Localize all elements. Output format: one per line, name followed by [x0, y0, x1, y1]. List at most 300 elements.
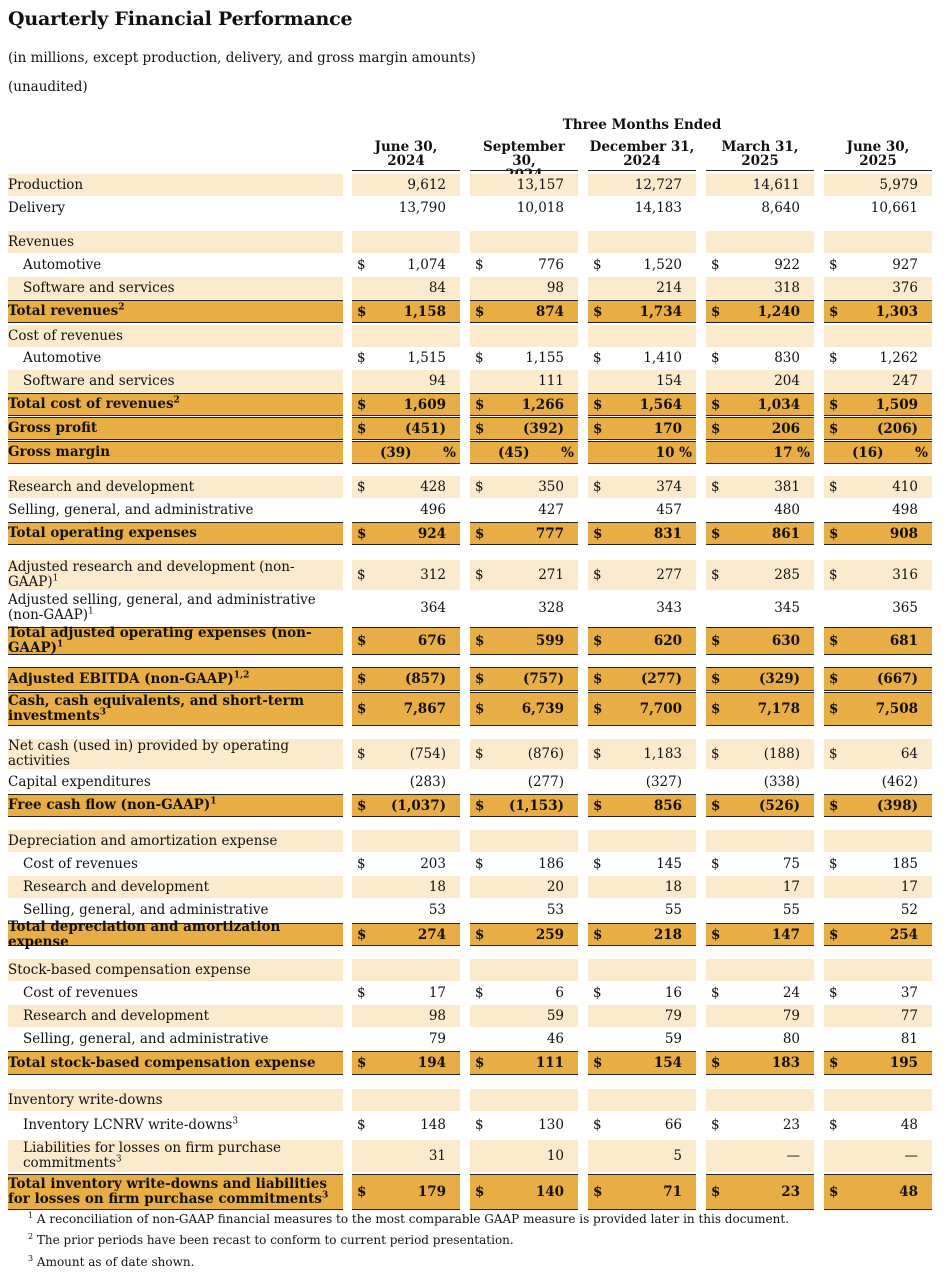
cell-value: 48	[899, 1184, 918, 1200]
table-cell	[352, 923, 460, 946]
cell-value: 31	[428, 1148, 446, 1164]
table-cell	[588, 923, 696, 946]
row-label	[8, 627, 343, 655]
table-cell	[470, 393, 578, 416]
table-cell	[824, 417, 932, 440]
table-cell	[824, 853, 932, 875]
cell-value: 204	[774, 373, 800, 389]
currency-symbol: $	[711, 701, 721, 717]
cell-value: 277	[656, 567, 682, 583]
header-rule	[706, 170, 814, 171]
table-cell	[352, 254, 460, 276]
cell-value: 1,410	[643, 350, 682, 366]
row-label	[8, 1028, 343, 1050]
cell-value: 343	[656, 599, 682, 616]
table-cell	[706, 1089, 814, 1111]
currency-symbol: $	[829, 633, 839, 649]
currency-symbol: $	[475, 396, 485, 413]
table-cell	[706, 441, 814, 464]
header-rule	[588, 170, 696, 171]
table-cell	[470, 876, 578, 898]
cell-value: (526)	[759, 797, 800, 814]
table-cell	[352, 1174, 460, 1210]
cell-value: (277)	[641, 671, 682, 687]
row-label	[8, 370, 343, 392]
table-cell	[706, 174, 814, 196]
table-row	[0, 1174, 950, 1210]
currency-symbol: $	[593, 525, 603, 542]
row-label	[8, 197, 343, 219]
column-header	[588, 140, 696, 168]
row-label-text: Production	[8, 176, 84, 193]
table-row	[0, 1051, 950, 1075]
currency-symbol: $	[593, 1055, 603, 1071]
cell-value: 17 %	[773, 444, 810, 461]
cell-value: 318	[774, 280, 800, 296]
column-header-year: 2025	[741, 153, 779, 169]
table-row	[0, 627, 950, 655]
cell-value: 14,611	[752, 177, 800, 193]
row-label-text: Research and development	[8, 478, 195, 495]
cell-value: 154	[656, 373, 682, 389]
cell-value: 6,739	[521, 701, 564, 717]
cell-value: 79	[664, 1008, 682, 1024]
footnote	[28, 1233, 514, 1247]
row-label	[8, 771, 343, 793]
table-row	[0, 522, 950, 545]
currency-symbol: $	[475, 303, 485, 320]
table-cell	[824, 522, 932, 545]
cell-value: 23	[781, 1184, 800, 1200]
row-label-text: Revenues	[8, 233, 75, 250]
currency-symbol: $	[829, 1055, 839, 1071]
currency-symbol: $	[711, 525, 721, 542]
currency-symbol: $	[357, 701, 367, 717]
table-cell	[706, 277, 814, 299]
cell-value: 64	[900, 746, 918, 762]
currency-symbol: $	[711, 633, 721, 649]
currency-symbol: $	[829, 1184, 839, 1200]
cell-value: (451)	[405, 420, 446, 437]
table-cell	[470, 1174, 578, 1210]
cell-value: 7,508	[875, 701, 918, 717]
currency-symbol: $	[475, 856, 484, 872]
table-cell	[588, 591, 696, 624]
table-cell	[824, 1028, 932, 1050]
currency-symbol: $	[593, 985, 602, 1001]
cell-value: 777	[535, 525, 564, 542]
table-cell	[470, 853, 578, 875]
table-row	[0, 476, 950, 498]
row-label-text: Net cash (used in) provided by operating activities	[8, 738, 290, 769]
currency-symbol: $	[829, 525, 839, 542]
table-cell	[706, 853, 814, 875]
table-cell	[824, 739, 932, 769]
table-cell	[824, 254, 932, 276]
table-row	[0, 417, 950, 440]
table-cell	[470, 277, 578, 299]
row-label	[8, 300, 343, 323]
cell-value: 1,509	[875, 396, 918, 413]
currency-symbol: $	[711, 1184, 721, 1200]
cell-value: —	[904, 1148, 918, 1164]
currency-symbol: $	[711, 567, 720, 583]
currency-symbol: $	[711, 396, 721, 413]
cell-value: 861	[771, 525, 800, 542]
table-cell	[706, 830, 814, 852]
currency-symbol: $	[829, 926, 839, 943]
row-label-text: Automotive	[23, 256, 102, 273]
currency-symbol: $	[829, 420, 839, 437]
cell-value: 365	[892, 599, 918, 616]
table-cell	[824, 277, 932, 299]
cell-value: 254	[889, 926, 918, 943]
table-cell	[824, 1005, 932, 1027]
cell-value: (462)	[881, 774, 918, 790]
row-label-text: Automotive	[23, 349, 102, 366]
footnote-marker: 3	[115, 1154, 122, 1165]
table-cell	[706, 1140, 814, 1172]
row-label-text: Free cash flow (non-GAAP)$^1$	[8, 796, 217, 813]
currency-symbol: $	[475, 633, 485, 649]
footnote-marker: 1	[87, 606, 94, 616]
currency-symbol: $	[711, 926, 721, 943]
table-cell	[352, 591, 460, 624]
table-cell	[588, 231, 696, 253]
cell-value: 147	[771, 926, 800, 943]
currency-symbol: $	[829, 797, 839, 814]
table-cell	[470, 591, 578, 624]
table-cell	[588, 1174, 696, 1210]
table-cell	[706, 300, 814, 323]
percent-sign: %	[915, 444, 928, 461]
table-cell	[352, 174, 460, 196]
row-label	[8, 591, 343, 624]
footnote-text: A reconciliation of non-GAAP financial measures to the most comparable GAAP measure is provided later in this document.	[33, 1212, 790, 1226]
table-cell	[706, 923, 814, 946]
column-header-year: 2024	[387, 153, 425, 169]
table-row	[0, 197, 950, 219]
cell-value: 75	[782, 856, 800, 872]
table-row	[0, 1005, 950, 1027]
cell-value: 924	[417, 525, 446, 542]
table-cell	[706, 254, 814, 276]
table-cell	[824, 627, 932, 655]
cell-value: 203	[420, 856, 446, 872]
table-cell	[352, 830, 460, 852]
row-label	[8, 876, 343, 898]
table-row	[0, 231, 950, 253]
table-cell	[706, 197, 814, 219]
table-cell	[824, 499, 932, 521]
cell-value: 46	[546, 1031, 564, 1047]
currency-symbol: $	[711, 671, 721, 687]
column-header-date: June 30,	[374, 139, 438, 155]
cell-value: 13,790	[398, 200, 446, 216]
cell-value: 53	[546, 902, 564, 918]
row-label-text: Adjusted selling, general, and administrative (non-GAAP)$^1$	[8, 591, 316, 623]
row-label-text: Total cost of revenues$^2$	[8, 395, 180, 412]
cell-value: 427	[538, 502, 564, 518]
table-cell	[588, 499, 696, 521]
cell-value: (392)	[523, 420, 564, 437]
row-label	[8, 1051, 343, 1075]
cell-value: 1,262	[879, 350, 918, 366]
column-group-header: Three Months Ended	[562, 117, 722, 133]
table-cell	[588, 393, 696, 416]
footnote-marker: 3	[99, 707, 107, 718]
table-cell	[470, 923, 578, 946]
cell-value: 676	[417, 633, 446, 649]
currency-symbol: $	[475, 1117, 484, 1133]
currency-symbol: $	[357, 1184, 367, 1200]
column-header	[352, 140, 460, 168]
currency-symbol: $	[475, 257, 484, 273]
table-cell	[470, 1089, 578, 1111]
currency-symbol: $	[357, 525, 367, 542]
table-cell	[352, 325, 460, 347]
row-label	[8, 853, 343, 875]
table-cell	[588, 1051, 696, 1075]
cell-value: 145	[656, 856, 682, 872]
footnote-number: 1	[28, 1211, 34, 1220]
row-label	[8, 982, 343, 1004]
table-cell	[470, 1028, 578, 1050]
table-cell	[824, 1113, 932, 1137]
currency-symbol: $	[357, 1117, 366, 1133]
table-cell	[588, 1113, 696, 1137]
currency-symbol: $	[357, 1055, 367, 1071]
table-row	[0, 393, 950, 416]
cell-value: 410	[892, 479, 918, 495]
cell-value: 94	[428, 373, 446, 389]
row-label	[8, 830, 343, 852]
table-row	[0, 853, 950, 875]
cell-value: 148	[420, 1117, 446, 1133]
cell-value: 98	[546, 280, 564, 296]
row-label-text: Cost of revenues	[8, 327, 123, 344]
table-cell	[588, 174, 696, 196]
cell-value: 194	[417, 1055, 446, 1071]
currency-symbol: $	[829, 746, 838, 762]
cell-value: (1,153)	[508, 797, 564, 814]
table-cell	[588, 197, 696, 219]
cell-value: 874	[535, 303, 564, 320]
cell-value: 17	[428, 985, 446, 1001]
currency-symbol: $	[357, 479, 366, 495]
cell-value: 1,183	[643, 746, 682, 762]
table-cell	[824, 197, 932, 219]
table-cell	[588, 300, 696, 323]
table-cell	[352, 522, 460, 545]
table-cell	[588, 771, 696, 793]
table-cell	[470, 476, 578, 498]
table-cell	[706, 499, 814, 521]
table-cell	[706, 560, 814, 590]
row-label-text: Selling, general, and administrative	[8, 501, 254, 518]
table-cell	[352, 300, 460, 323]
footnote-marker: 2	[173, 395, 180, 406]
table-cell	[470, 300, 578, 323]
table-cell	[824, 794, 932, 817]
table-cell	[352, 347, 460, 369]
table-row	[0, 876, 950, 898]
currency-symbol: $	[475, 701, 485, 717]
column-header-date: March 31,	[721, 139, 799, 155]
table-cell	[588, 739, 696, 769]
currency-symbol: $	[829, 567, 838, 583]
table-cell	[824, 923, 932, 946]
table-cell	[824, 876, 932, 898]
table-cell	[470, 499, 578, 521]
header-rule	[470, 170, 578, 171]
table-row	[0, 771, 950, 793]
row-label	[8, 899, 343, 921]
cell-value: 428	[420, 479, 446, 495]
cell-value: 140	[535, 1184, 564, 1200]
header-rule	[824, 170, 932, 171]
footnote	[28, 1212, 789, 1226]
row-label	[8, 560, 343, 590]
cell-value: (206)	[877, 420, 918, 437]
table-cell	[588, 417, 696, 440]
row-label	[8, 667, 343, 691]
table-cell	[588, 1005, 696, 1027]
row-label	[8, 393, 343, 416]
currency-symbol: $	[711, 1055, 721, 1071]
currency-symbol: $	[357, 257, 366, 273]
currency-symbol: $	[475, 525, 485, 542]
cell-value: 496	[420, 502, 446, 518]
table-cell	[824, 982, 932, 1004]
table-row	[0, 441, 950, 464]
currency-symbol: $	[593, 303, 603, 320]
cell-value: 7,178	[757, 701, 800, 717]
currency-symbol: $	[593, 671, 603, 687]
table-cell	[470, 174, 578, 196]
cell-value: 285	[774, 567, 800, 583]
cell-value: (45)	[498, 444, 530, 461]
row-label	[8, 1005, 343, 1027]
currency-symbol: $	[593, 479, 602, 495]
currency-symbol: $	[357, 746, 366, 762]
cell-value: 179	[417, 1184, 446, 1200]
currency-symbol: $	[475, 420, 485, 437]
unaudited-note: (unaudited)	[8, 79, 88, 95]
currency-symbol: $	[357, 420, 367, 437]
table-cell	[824, 591, 932, 624]
table-cell	[824, 692, 932, 726]
cell-value: (188)	[763, 746, 800, 762]
table-cell	[470, 830, 578, 852]
currency-symbol: $	[593, 856, 602, 872]
currency-symbol: $	[593, 257, 602, 273]
column-header-year: 2025	[859, 153, 897, 169]
row-label	[8, 959, 343, 981]
table-cell	[588, 254, 696, 276]
table-cell	[470, 771, 578, 793]
row-label-text: Inventory LCNRV write-downs$^3$	[23, 1116, 239, 1133]
currency-symbol: $	[593, 701, 603, 717]
cell-value: 79	[428, 1031, 446, 1047]
table-cell	[470, 441, 578, 464]
cell-value: 16	[664, 985, 682, 1001]
cell-value: (277)	[527, 774, 564, 790]
footnote-marker: 1	[57, 639, 64, 650]
table-cell	[470, 959, 578, 981]
table-cell	[824, 347, 932, 369]
cell-value: 328	[538, 599, 564, 616]
row-label	[8, 441, 343, 464]
currency-symbol: $	[357, 856, 366, 872]
table-cell	[352, 959, 460, 981]
currency-symbol: $	[829, 257, 838, 273]
currency-symbol: $	[475, 350, 484, 366]
cell-value: 79	[782, 1008, 800, 1024]
percent-sign: %	[561, 444, 574, 461]
footnote-text: Amount as of date shown.	[33, 1255, 195, 1269]
table-row	[0, 347, 950, 369]
table-cell	[824, 667, 932, 691]
table-cell	[352, 417, 460, 440]
cell-value: 1,303	[875, 303, 918, 320]
table-row	[0, 918, 950, 950]
cell-value: 381	[774, 479, 800, 495]
currency-symbol: $	[829, 396, 839, 413]
table-row	[0, 1028, 950, 1050]
table-cell	[470, 560, 578, 590]
row-label-text: Total stock-based compensation expense	[8, 1054, 316, 1071]
row-label-text: Software and services	[23, 372, 175, 389]
table-row	[0, 794, 950, 817]
cell-value: 364	[420, 599, 446, 616]
table-row	[0, 277, 950, 299]
table-cell	[588, 325, 696, 347]
cell-value: (327)	[645, 774, 682, 790]
cell-value: 71	[663, 1184, 682, 1200]
cell-value: 247	[892, 373, 918, 389]
footnote-marker: 1	[210, 796, 217, 807]
table-cell	[470, 325, 578, 347]
table-cell	[470, 627, 578, 655]
table-cell	[824, 441, 932, 464]
cell-value: 1,155	[525, 350, 564, 366]
cell-value: 498	[892, 502, 918, 518]
table-cell	[352, 1113, 460, 1137]
table-cell	[706, 325, 814, 347]
cell-value: 53	[428, 902, 446, 918]
currency-symbol: $	[593, 396, 603, 413]
cell-value: 922	[774, 257, 800, 273]
row-label	[8, 347, 343, 369]
cell-value: 77	[900, 1008, 918, 1024]
table-row	[0, 739, 950, 769]
cell-value: 908	[889, 525, 918, 542]
table-cell	[824, 899, 932, 921]
cell-value: (1,037)	[390, 797, 446, 814]
row-label-text: Stock-based compensation expense	[8, 961, 251, 978]
table-cell	[588, 959, 696, 981]
cell-value: 10	[546, 1148, 564, 1164]
row-label-text: Total operating expenses	[8, 525, 197, 541]
table-row	[0, 325, 950, 347]
cell-value: 170	[653, 420, 682, 437]
cell-value: 599	[535, 633, 564, 649]
cell-value: 17	[782, 879, 800, 895]
currency-symbol: $	[475, 567, 484, 583]
currency-symbol: $	[711, 420, 721, 437]
row-label-text: Cost of revenues	[23, 984, 138, 1001]
